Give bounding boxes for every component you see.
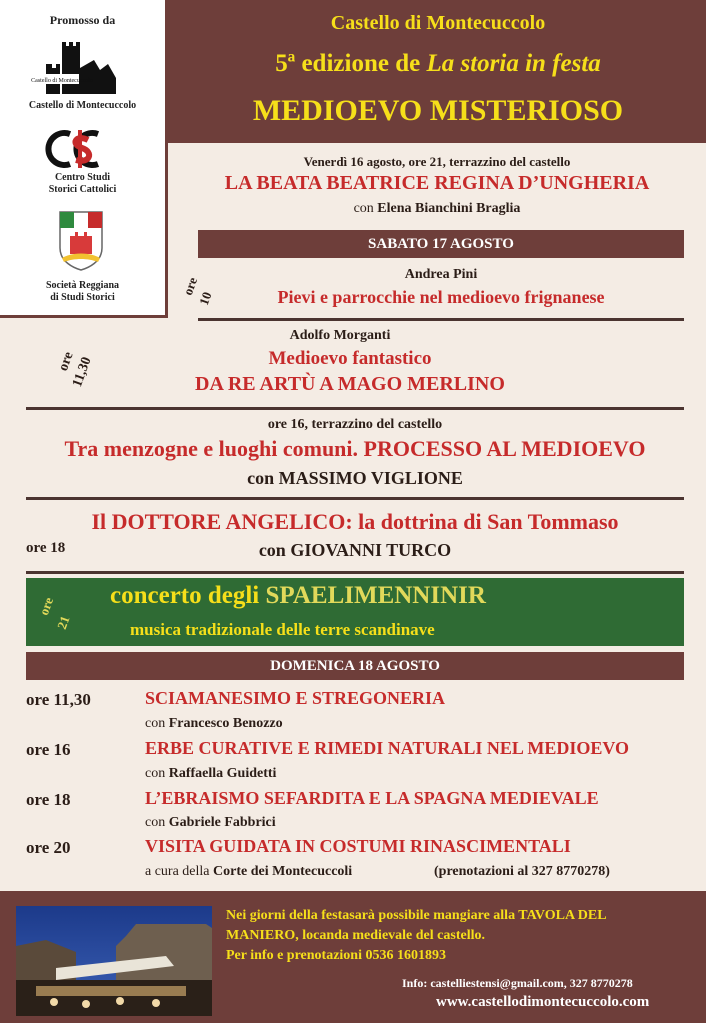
concert-title <box>110 582 486 610</box>
sat-ev4-time: ore 18 <box>26 540 66 556</box>
venue-title: Castello di Montecuccolo <box>330 12 546 34</box>
sun-title-2: ERBE CURATIVE E RIMEDI NATURALI NEL MEDIOEVO <box>145 738 630 758</box>
sun-with-1 <box>145 716 283 732</box>
concert-title-prefix: concerto degli <box>110 582 266 609</box>
sat-ev1-title: Pievi e parrocchie nel medioevo frignanese <box>277 287 605 307</box>
theme-title: MEDIOEVO MISTERIOSO <box>252 94 624 127</box>
sun-title-1: SCIAMANESIMO E STREGONERIA <box>145 688 446 708</box>
castle-sponsor-name: Castello di Montecuccolo <box>28 100 137 111</box>
saturday-header: SABATO 17 AGOSTO <box>198 230 684 258</box>
sun-with-3 <box>145 815 276 831</box>
sun-with-prefix-4: a cura della <box>145 864 214 879</box>
sun-with-name-3: Gabriele Fabbrici <box>168 815 276 830</box>
sun-title-4: VISITA GUIDATA IN COSTUMI RINASCIMENTALI <box>145 836 571 856</box>
sun-with-4 <box>145 864 352 880</box>
sun-title-3: L’EBRAISMO SEFARDITA E LA SPAGNA MEDIEVALE <box>145 788 599 808</box>
footer-line-1: Nei giorni della festasarà possibile mangiare alla TAVOLA DEL <box>226 908 607 923</box>
srss-name-2: di Studi Storici <box>50 292 115 303</box>
divider <box>26 571 684 574</box>
footer-website[interactable]: www.castellodimontecuccolo.com <box>436 994 650 1010</box>
srss-crest <box>58 210 104 272</box>
sat-ev4-title: Il DOTTORE ANGELICO: la dottrina di San Tommaso <box>91 509 619 534</box>
castle-logo <box>31 38 120 96</box>
sponsor-panel <box>0 0 168 318</box>
concert-time-a: ore <box>36 595 57 618</box>
csc-logo <box>40 128 124 170</box>
concert-band: SPAELIMENNINIR <box>265 582 486 609</box>
sun-with-2 <box>145 766 276 782</box>
sun-with-prefix-3: con <box>145 815 169 830</box>
csc-name-1: Centro Studi <box>54 172 111 183</box>
concert-subtitle: musica tradizionale delle terre scandinave <box>130 620 435 639</box>
sun-with-prefix-1: con <box>145 716 169 731</box>
sat-ev2-title-a: Medioevo fantastico <box>268 348 432 369</box>
srss-name-1: Società Reggiana <box>45 280 120 291</box>
edition-name: La storia in festa <box>426 50 601 77</box>
castle-logo-text: Castello di Montecuccolo <box>31 78 93 84</box>
promoted-by-label: Promosso da <box>49 13 116 27</box>
sun-with-prefix-2: con <box>145 766 169 781</box>
sun-time-3: ore 18 <box>26 790 71 809</box>
sun-with-name-4: Corte dei Montecuccoli <box>213 864 353 879</box>
sat-ev2-time-b: 11,30 <box>70 355 95 390</box>
sunday-header: DOMENICA 18 AGOSTO <box>26 652 684 680</box>
sat-ev1-speaker: Andrea Pini <box>404 267 478 282</box>
sun-booking-note: (prenotazioni al 327 8770278) <box>434 864 610 879</box>
sat-ev3-with: con MASSIMO VIGLIONE <box>247 468 463 488</box>
sat-ev2-title-b: DA RE ARTÙ A MAGO MERLINO <box>195 373 505 395</box>
sat-ev3-when: ore 16, terrazzino del castello <box>267 417 443 432</box>
concert-time-b: 21 <box>54 613 73 632</box>
divider <box>26 497 684 500</box>
sat-ev1-time-a: ore <box>180 275 201 298</box>
friday-when: Venerdì 16 agosto, ore 21, terrazzino del castello <box>303 154 571 169</box>
divider <box>26 407 684 410</box>
sat-ev4-with: con GIOVANNI TURCO <box>258 540 452 560</box>
sun-with-name-2: Raffaella Guidetti <box>168 766 277 781</box>
sun-time-1: ore 11,30 <box>26 690 91 709</box>
edition-prefix: 5ª edizione de <box>275 50 427 77</box>
friday-with-prefix: con <box>353 201 378 216</box>
friday-speaker-name: Elena Bianchini Braglia <box>377 201 521 216</box>
sat-ev3-title: Tra menzogne e luoghi comuni. PROCESSO AL MEDIOEVO <box>64 436 646 461</box>
csc-name-2: Storici Cattolici <box>48 184 117 195</box>
sun-time-2: ore 16 <box>26 740 71 759</box>
footer-line-3: Per info e prenotazioni 0536 1601893 <box>226 948 446 963</box>
footer-contact-info: Info: castelliestensi@gmail.com, 327 8770278 <box>402 976 633 990</box>
friday-speaker <box>168 201 706 217</box>
friday-title: LA BEATA BEATRICE REGINA D’UNGHERIA <box>224 172 650 194</box>
castle-night-photo <box>16 906 212 1016</box>
edition-title <box>170 50 706 78</box>
sun-time-4: ore 20 <box>26 838 71 857</box>
sat-ev1-time-b: 10 <box>196 289 215 308</box>
footer-line-2: MANIERO, locanda medievale del castello. <box>226 928 485 943</box>
sun-with-name-1: Francesco Benozzo <box>168 716 283 731</box>
sat-ev2-time-a: ore <box>56 349 77 374</box>
divider <box>198 318 684 321</box>
sat-ev2-speaker: Adolfo Morganti <box>289 328 391 343</box>
